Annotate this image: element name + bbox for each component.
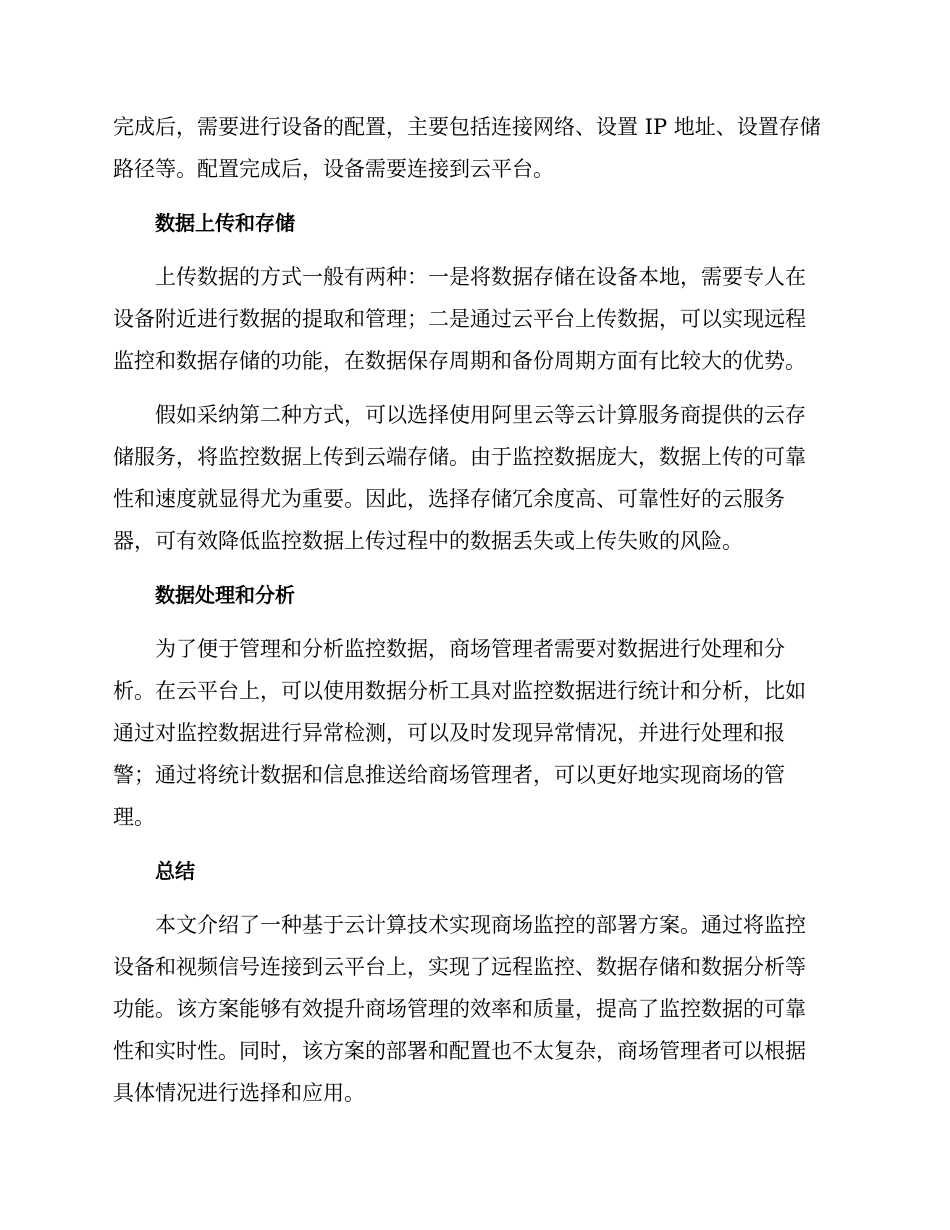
text-line: 警；通过将统计数据和信息推送给商场管理者，可以更好地实现商场的管	[113, 763, 785, 787]
summary-paragraph	[113, 904, 835, 1114]
text-line: 路径等。配置完成后，设备需要连接到云平台。	[113, 157, 554, 181]
text-line: 性和速度就显得尤为重要。因此，选择存储冗余度高、可靠性好的云服务	[113, 487, 785, 511]
section-heading-analysis: 数据处理和分析	[155, 583, 295, 607]
section-heading-upload: 数据上传和存储	[155, 211, 295, 235]
upload-paragraph-1	[113, 256, 835, 382]
text-line: 假如采纳第二种方式，可以选择使用阿里云等云计算服务商提供的云存	[155, 403, 806, 427]
text-line: 具体情况进行选择和应用。	[113, 1081, 365, 1105]
text-line: 为了便于管理和分析监控数据，商场管理者需要对数据进行处理和分	[155, 637, 785, 661]
analysis-paragraph	[113, 628, 835, 838]
text-line: 通过对监控数据进行异常检测，可以及时发现异常情况，并进行处理和报	[113, 721, 785, 745]
text-line: 设备和视频信号连接到云平台上，实现了远程监控、数据存储和数据分析等	[113, 955, 806, 979]
section-heading-summary: 总结	[155, 859, 195, 883]
text-line: 理。	[113, 805, 155, 829]
text-line: 功能。该方案能够有效提升商场管理的效率和质量，提高了监控数据的可靠	[113, 997, 806, 1021]
intro-paragraph	[113, 106, 835, 190]
upload-paragraph-2	[113, 394, 835, 562]
text-line: 监控和数据存储的功能，在数据保存周期和备份周期方面有比较大的优势。	[113, 349, 806, 373]
text-line: 储服务，将监控数据上传到云端存储。由于监控数据庞大，数据上传的可靠	[113, 445, 806, 469]
text-line: 完成后，需要进行设备的配置，主要包括连接网络、设置 IP 地址、设置存储	[113, 115, 821, 139]
text-line: 本文介绍了一种基于云计算技术实现商场监控的部署方案。通过将监控	[155, 913, 806, 937]
text-line: 器，可有效降低监控数据上传过程中的数据丢失或上传失败的风险。	[113, 529, 743, 553]
text-line: 设备附近进行数据的提取和管理；二是通过云平台上传数据，可以实现远程	[113, 307, 806, 331]
text-line: 上传数据的方式一般有两种：一是将数据存储在设备本地，需要专人在	[155, 265, 806, 289]
text-line: 析。在云平台上，可以使用数据分析工具对监控数据进行统计和分析，比如	[113, 679, 806, 703]
document-page	[113, 106, 835, 1114]
text-line: 性和实时性。同时，该方案的部署和配置也不太复杂，商场管理者可以根据	[113, 1039, 806, 1063]
